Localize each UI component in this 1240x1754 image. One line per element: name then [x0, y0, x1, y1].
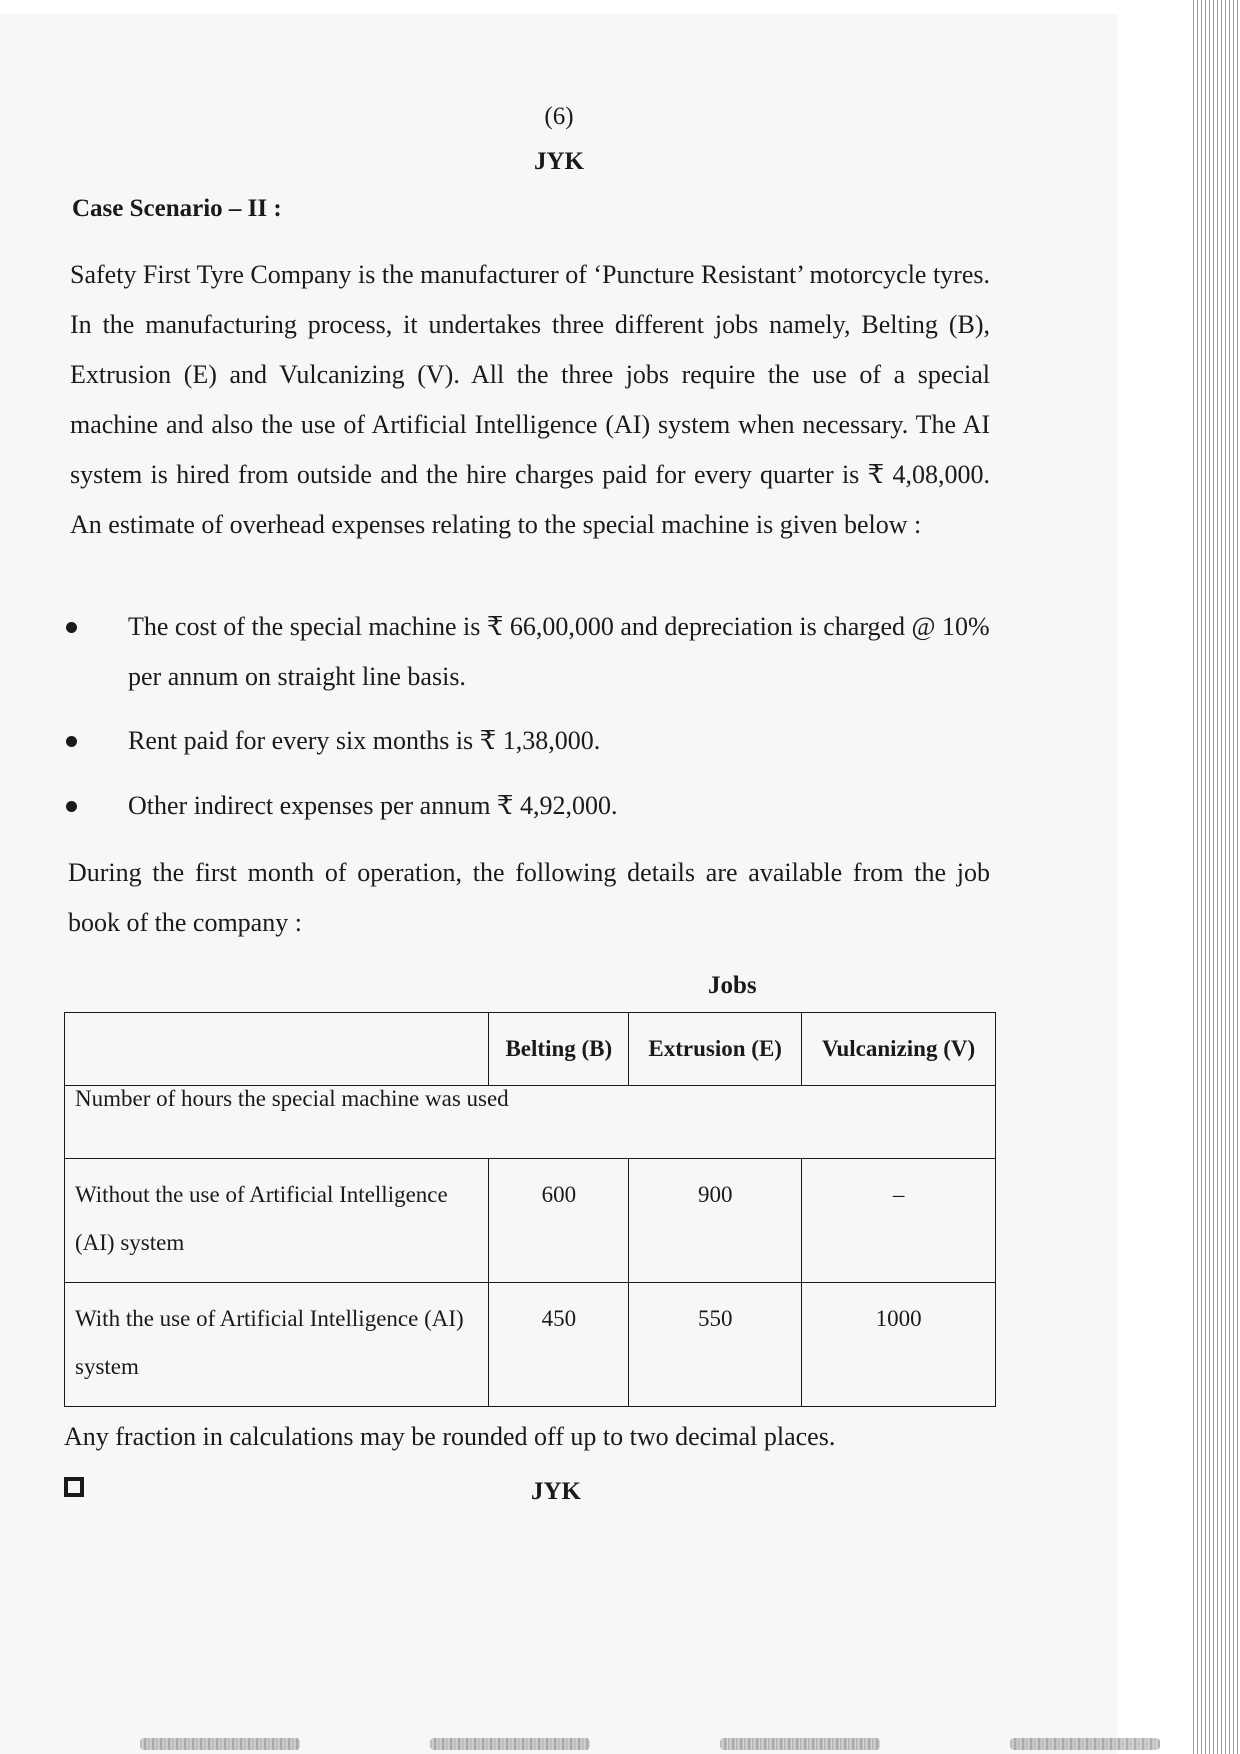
scan-smudge — [720, 1738, 880, 1750]
scan-smudge — [140, 1738, 300, 1750]
bullet-dot-icon — [66, 736, 77, 747]
table-row-label: Without the use of Artificial Intelligence (AI) system — [65, 1159, 489, 1283]
bullet-dot-icon — [66, 622, 77, 633]
table-section-row — [65, 1086, 996, 1159]
table-header-row — [65, 1013, 996, 1086]
bullet-item — [66, 602, 990, 702]
table-section-label: Number of hours the special machine was used — [65, 1086, 996, 1159]
page-number: (6) — [544, 103, 574, 130]
case-heading: Case Scenario – II : — [72, 195, 282, 222]
table-cell: 600 — [489, 1159, 629, 1283]
table-row-label: With the use of Artificial Intelligence (AI) system — [65, 1283, 489, 1407]
job-book-paragraph: During the first month of operation, the following details are available from the job book of the company : — [68, 858, 990, 937]
scan-edge-lines — [1190, 0, 1240, 1754]
table-header-extrusion: Extrusion (E) — [629, 1013, 802, 1086]
case-intro-paragraph: Safety First Tyre Company is the manufacturer of ‘Puncture Resistant’ motorcycle tyres. In the manufacturing process, it undertakes three different jobs namely, Belting (B), Extrusion (E) and Vulcanizing (V). All the three jobs require the use of a special machine and also the use of Artificial Intelligence (AI) system when necessary. The AI system is hired from outside and the hire charges paid for every quarter is ₹ 4,08,000. An estimate of overhead expenses relating to the special machine is given below : — [70, 260, 990, 539]
bullet-item — [66, 781, 990, 831]
overhead-bullet-list — [66, 602, 990, 845]
bullet-text: The cost of the special machine is ₹ 66,00,000 and depreciation is charged @ 10% per annum on straight line basis. — [128, 612, 990, 691]
table-cell: 450 — [489, 1283, 629, 1407]
scan-smudge — [1010, 1738, 1160, 1750]
table-cell: – — [802, 1159, 996, 1283]
table-header-belting: Belting (B) — [489, 1013, 629, 1086]
table-row — [65, 1159, 996, 1283]
table-header-vulcanizing: Vulcanizing (V) — [802, 1013, 996, 1086]
bullet-item — [66, 716, 990, 766]
scan-smudge — [430, 1738, 590, 1750]
table-cell: 900 — [629, 1159, 802, 1283]
table-row — [65, 1283, 996, 1407]
rounding-note: Any fraction in calculations may be rounded off up to two decimal places. — [64, 1422, 836, 1451]
machine-hours-table — [64, 1012, 996, 1407]
table-cell: 1000 — [802, 1283, 996, 1407]
table-cell: 550 — [629, 1283, 802, 1407]
bullet-dot-icon — [66, 801, 77, 812]
bullet-text: Other indirect expenses per annum ₹ 4,92,000. — [128, 791, 618, 820]
jobs-group-label: Jobs — [708, 972, 757, 999]
table-header-blank — [65, 1013, 489, 1086]
bullet-text: Rent paid for every six months is ₹ 1,38,000. — [128, 726, 601, 755]
paper-code-bottom: JYK — [531, 1478, 581, 1505]
paper-code: JYK — [534, 148, 584, 175]
